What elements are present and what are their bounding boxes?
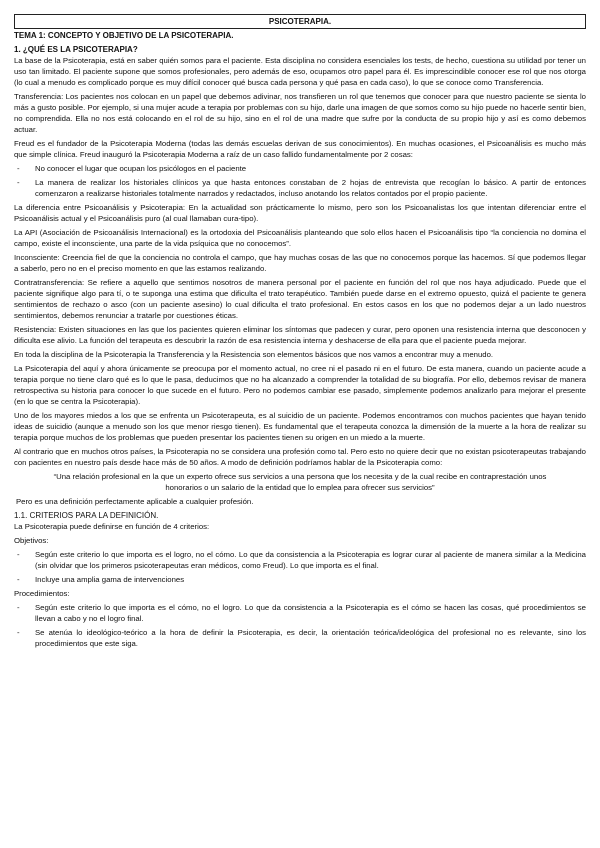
section-heading-1: 1. ¿QUÉ ES LA PSICOTERAPIA? [14,44,138,54]
list-item-text: Incluye una amplia gama de intervenciones [35,575,185,585]
paragraph: Freud es el fundador de la Psicoterapia Moderna (todas las demás escuelas derivan de sus conocimientos). En muchas ocasiones, el Psicoanálisis es mucho más que simple clínica. Freud inauguró la Psicoterapia Moderna a raíz de un caso fallido fundamentalmente por 2 cosas: [14,139,586,160]
bullet-marker: - [17,164,20,174]
list-item-text: Se atenúa lo ideológico-teórico a la hora de definir la Psicoterapia, es decir, la orientación teórica/ideológica del profesional no es relevante, sino los procedimientos que este siga. [35,628,586,649]
list-item-text: Según este criterio lo que importa es el logro, no el cómo. Lo que da consistencia a la Psicoterapia es lograr curar al paciente de manera similar a la Medicina (sin olvidar que los primeros psicoterapeutas eran médicos, como Freud). Lo que importa es el final. [35,550,586,571]
bullet-marker: - [17,628,20,638]
section-heading-1-1: 1.1. CRITERIOS PARA LA DEFINICIÓN. [14,511,159,521]
list-item [14,602,586,624]
document-title: PSICOTERAPIA. [14,14,586,29]
paragraph: La diferencia entre Psicoanálisis y Psicoterapia: En la actualidad son prácticamente lo mismo, pero son los Psicoanalistas los que intentan diferenciar entre el Psicoanálisis actual y el Psicoanálisis puro (al cual llamaban cura-tipo). [14,203,586,224]
paragraph: Uno de los mayores miedos a los que se enfrenta un Psicoterapeuta, es al suicidio de un paciente. Podemos encontramos con muchos pacientes que hayan tenido ideas de suicidio (aunque a menudo son los que menor riesgo tienen). Es fundamental que el terapeuta conozca la dimensión de la muerte a la hora de realizar su terapia porque muchos de los problemas que pueden presentar los pacientes tienen su origen en un miedo a la muerte. [14,411,586,443]
list-item [14,177,586,199]
list-item [14,627,586,649]
list-item [14,574,586,585]
subheading-objetivos: Objetivos: [14,536,49,546]
paragraph: Transferencia: Los pacientes nos colocan en un papel que debemos adivinar, nos transfieren un rol que tenemos que conocer para que nuestro paciente se sienta lo más a gusto posible. Por ejemplo, si una mujer acude a terapia por problemas con su hijo, darle una imagen de que somos como su hijo puede no hacerle sentir bien, no comprendida. Ella no nos está colocando en el rol de su hijo, sino en el rol de una madre que sufre por la conducta de su propio hijo y así es como debemos actuar. [14,92,586,135]
paragraph: En toda la disciplina de la Psicoterapia la Transferencia y la Resistencia son elementos básicos que nos vamos a encontrar muy a menudo. [14,350,494,360]
list-item-text: La manera de realizar los historiales clínicos ya que hasta entonces constaban de 2 hojas de entrevista que recogían lo básico. A partir de entonces comenzaron a realizarse historiales totalmente narrados y redactados, incluso anotando los relatos contados por el propio paciente. [35,178,586,199]
bullet-marker: - [17,603,20,613]
paragraph: Pero es una definición perfectamente aplicable a cualquier profesión. [16,497,254,507]
paragraph: Contratransferencia: Se refiere a aquello que sentimos nosotros de manera personal por el paciente en función del rol que nos haya adjudicado. Puede que el paciente signifique algo para tí, o te suponga una estima que dificulta el trato terapéutico. También puede darse en el extremo opuesto, quizá el paciente te genera sentimientos de rechazo o asco (con un paciente asesino) lo cual dificulta el trato profesional. En estos casos en los que no podemos dejar a un lado nuestros sentimientos, debemos renunciar a tratarle por cuestiones éticas. [14,278,586,321]
paragraph: Inconsciente: Creencia fiel de que la conciencia no controla el campo, que hay muchas cosas de las que no conocemos porque las hacemos. Sí que podemos llegar a saberlo, pero no en el preciso momento en que las estamos realizando. [14,253,586,274]
definition-quote: “Una relación profesional en la que un experto ofrece sus servicios a una persona que los necesita y de la cual recibe en contraprestación unos honorarios o un salario de la entidad que lo emplea para ofrecer sus servicios” [53,472,547,493]
paragraph: La Psicoterapia del aquí y ahora únicamente se preocupa por el momento actual, no cree ni el pasado ni en el futuro. De esta manera, cuando un paciente acude a terapia porque no tiene claro qué es lo que le pasa, deducimos que no ha alcanzado a comprender la totalidad de su biografía. Por ello, debemos revisar de manera retrospectiva su historia para conocer lo que sucede en el futuro. Pero no podemos cambiar ese pasado, simplemente podemos analizarlo para mejorar el presente (en lo que se centra la Psicoterapia). [14,364,586,407]
paragraph: Al contrario que en muchos otros países, la Psicoterapia no se considera una profesión como tal. Pero esto no quiere decir que no existan psicoterapeutas trabajando con pacientes en nuestro país desde hace más de 50 años. A modo de definición podríamos hablar de la Psicoterapia como: [14,447,586,468]
tema-heading: TEMA 1: CONCEPTO Y OBJETIVO DE LA PSICOTERAPIA. [14,31,234,41]
list-item-text: No conocer el lugar que ocupan los psicólogos en el paciente [35,164,247,174]
paragraph: La base de la Psicoterapia, está en saber quién somos para el paciente. Esta disciplina no considera esenciales los tests, de hecho, cuestiona su utilidad por tener un uso tan limitado. El paciente supone que somos profesionales, pero además de eso, ocupamos otro papel para él. Es imprescindible conocer ese rol que nos otorga (lo cual a menudo es complicado porque es muy difícil conocer qué busca cada persona y qué pasa en cada caso), lo que se conoce como Transferencia. [14,56,586,88]
list-item [14,163,586,174]
subheading-procedimientos: Procedimientos: [14,589,70,599]
paragraph: Resistencia: Existen situaciones en las que los pacientes quieren eliminar los síntomas que padecen y curar, pero oponen una resistencia interna que desconocen y dificulta ese alivio. La función del terapeuta es descubrir la razón de esa resistencia interna y deshacerse de ella para que el paciente pueda mejorar. [14,325,586,346]
bullet-marker: - [17,575,20,585]
paragraph: La API (Asociación de Psicoanálisis Internacional) es la ortodoxia del Psicoanálisis planteando que solo ellos hacen el Psicoanálisis tipo “la conciencia no domina el campo, existe el inconsciente, una parte de la vida psíquica que no conocemos”. [14,228,586,249]
bullet-marker: - [17,178,20,188]
list-item [14,549,586,571]
list-item-text: Según este criterio lo que importa es el cómo, no el logro. Lo que da consistencia a la Psicoterapia es el cómo se hacen las cosas, qué procedimientos se llevan a cabo y no el logro final. [35,603,586,624]
paragraph: La Psicoterapia puede definirse en función de 4 criterios: [14,522,210,532]
bullet-marker: - [17,550,20,560]
